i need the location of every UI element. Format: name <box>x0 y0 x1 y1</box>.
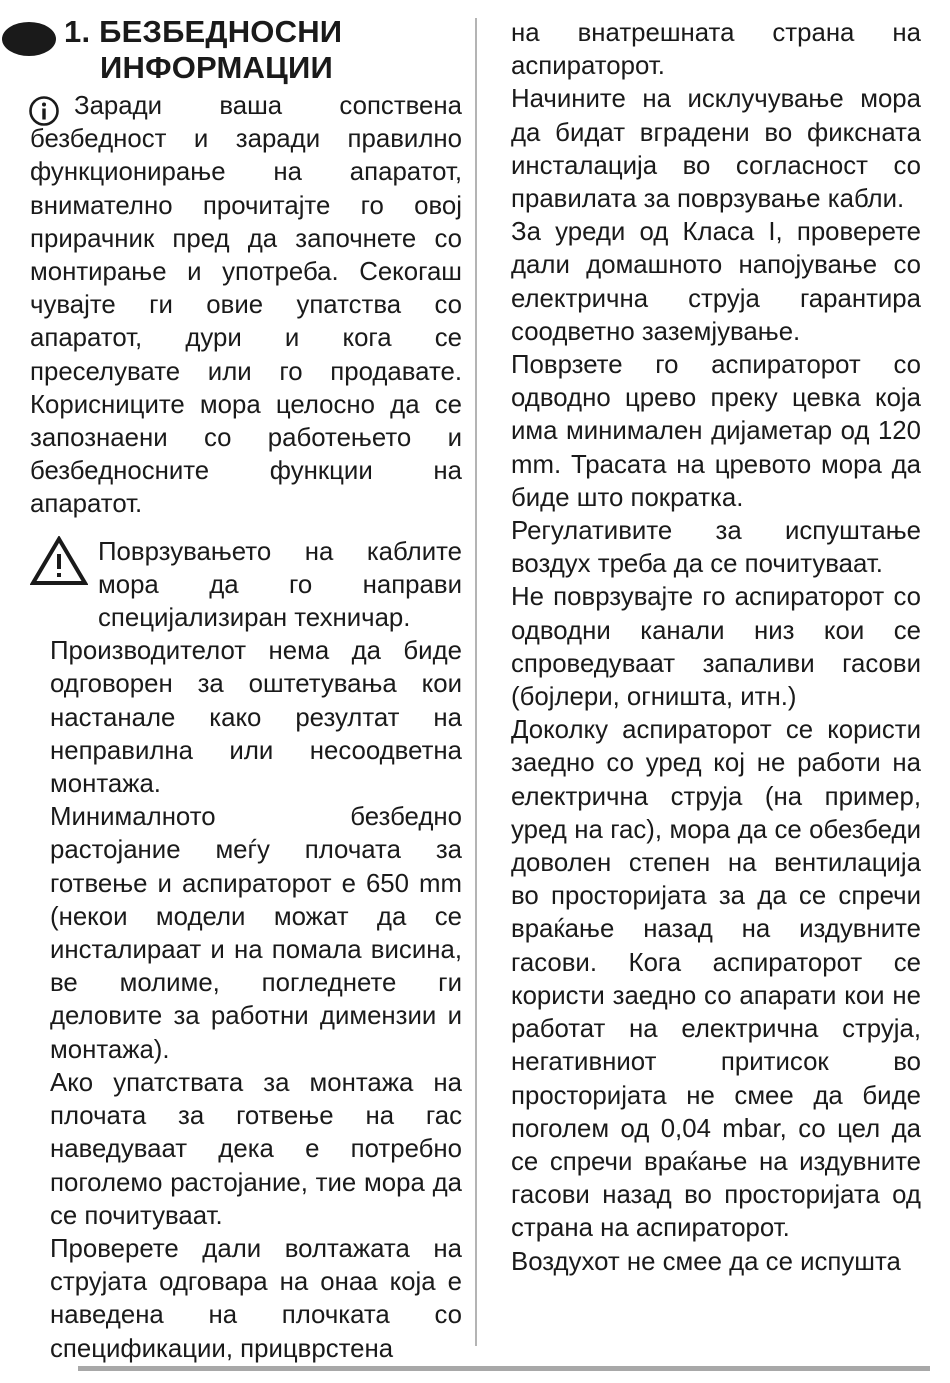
paragraph-duct: Поврзете го аспираторот со одводно црево преку цевка која има минимален дијаметар од 120 mm. Трасата на цревото мора да биде што пократка. <box>511 351 921 512</box>
left-column <box>30 90 462 1366</box>
paragraph-ventilation: Доколку аспираторот се користи заедно со уред кој не работи на електрична струја (на пример, уред на гас), мора да се обезбеди доволен степен на вентилација во просторијата за да се спречи враќање назад на издувните гасови. Кога аспираторот се користи заедно со апарати кои не работат на електрична струја, негативниот притисок во просторијата не смее да биде поголем од 0,04 mbar, со цел да се спречи враќање на издувните гасови назад во просторијата од страна на аспираторот. <box>511 716 921 1243</box>
warning-block <box>30 536 462 636</box>
heading-line2: ИНФОРМАЦИИ <box>100 50 333 85</box>
intro-paragraph <box>30 90 462 522</box>
intro-text: Заради ваша сопствена безбедност и заради правилно функционирање на апаратот, внимателно прочитајте го овој прирачник пред да започнете со монтирање и употреба. Секогаш чувајте ги овие упатства со апаратот, дури и кога се преселувате или го продавате. Корисниците мора целосно да се запознаени со работењето и безбедносните функции на апаратот. <box>30 92 462 519</box>
paragraph-liability: Производителот нема да биде одговорен за оштетувања кои настанале како резултат на неправилна или несоодветна монтажа. <box>50 637 462 799</box>
paragraph-gas-hob: Ако упатствата за монтажа на плочата за готвење на гас наведуваат дека е потребно поголемо растојание, тие мора да се почитуваат. <box>50 1068 462 1230</box>
paragraph-disconnect: Начините на исклучување мора да бидат вградени во фиксната инсталација во согласност со правилата за поврзување кабли. <box>511 85 921 214</box>
footer-rule <box>78 1366 930 1371</box>
paragraph-regulations: Регулативите за испуштање воздух треба да се почитуваат. <box>511 517 921 579</box>
heading-line1: БЕЗБЕДНОСНИ <box>99 14 343 49</box>
paragraph-class-one: За уреди од Класа I, проверете дали домашното напојување со електрична струја гарантира соодветно заземјување. <box>511 218 921 346</box>
paragraph-air-exhaust: Воздухот не смее да се испушта <box>511 1247 901 1276</box>
info-circle-icon <box>28 95 60 127</box>
paragraph-flammable: Не поврзувајте го аспираторот со одводни канали низ кои се спроведуваат запаливи гасови (бојлери, огништа, итн.) <box>511 583 921 712</box>
heading-number: 1. <box>64 14 91 49</box>
paragraph-distance: Минималното безбедно растојание меѓу плочата за готвење и аспираторот е 650 mm (некои модели можат да се инсталираат и на помала висина, ве молиме, погледнете ги деловите за работни димензии и монтажа). <box>50 803 462 1064</box>
warning-text: Поврзувањето на каблите мора да го направи специјализиран техничар. <box>98 537 462 633</box>
column-divider <box>475 18 477 1346</box>
section-heading <box>64 14 464 86</box>
right-column <box>511 17 921 1279</box>
warning-triangle-icon <box>30 536 88 586</box>
section-bullet-icon <box>2 22 56 56</box>
paragraph-inside: на внатрешната страна на аспираторот. <box>511 19 921 81</box>
paragraph-voltage: Проверете дали волтажата на струјата одговара на онаа која е наведена на плочката со спецификации, прицврстена <box>50 1234 462 1363</box>
